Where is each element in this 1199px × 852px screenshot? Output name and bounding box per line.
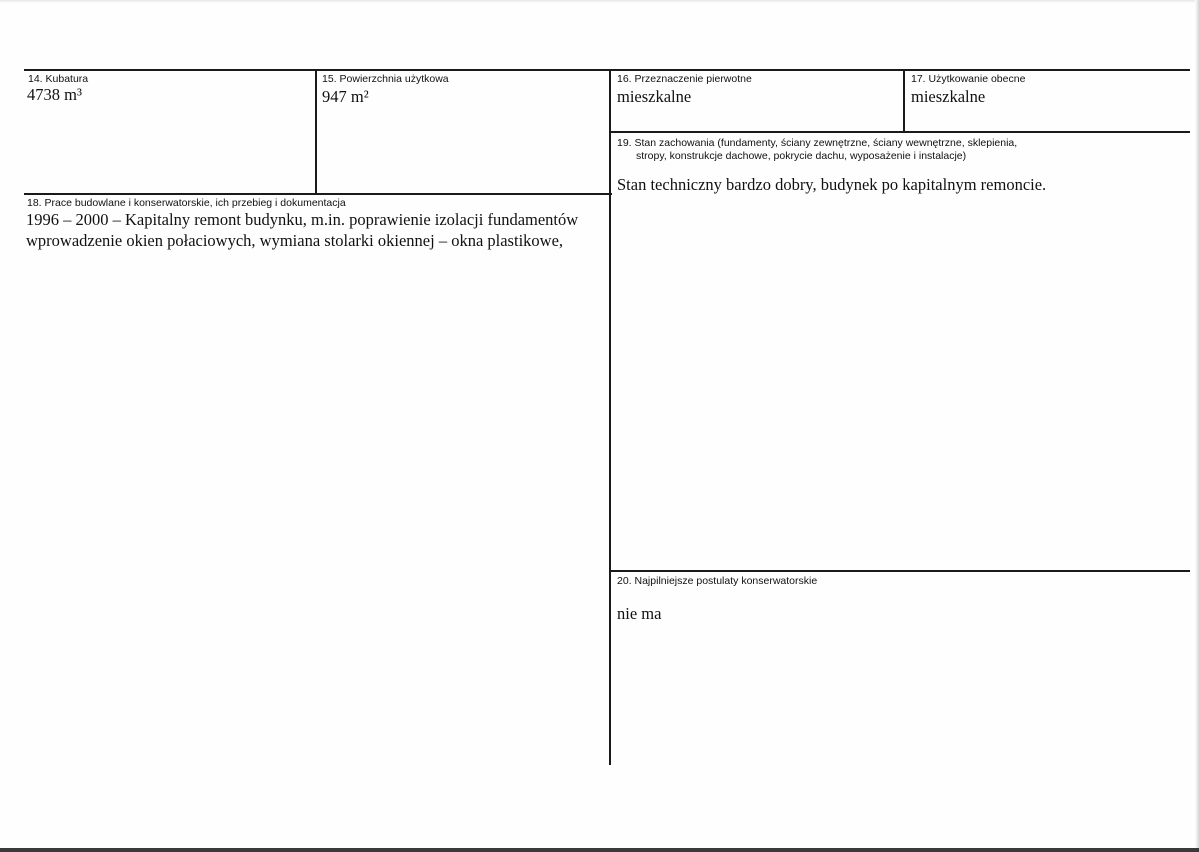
field-14-value: 4738 m³	[27, 85, 82, 104]
scan-edge-bottom	[0, 848, 1199, 852]
scan-edge-right	[1195, 0, 1199, 852]
field-15-value: 947 m²	[322, 87, 369, 106]
top-rule	[24, 69, 1190, 71]
field-15-label: 15. Powierzchnia użytkowa	[322, 73, 449, 85]
field-17-label: 17. Użytkowanie obecne	[911, 73, 1026, 85]
field-16-value: mieszkalne	[617, 87, 692, 106]
field-17-value: mieszkalne	[911, 87, 986, 106]
field-14-label: 14. Kubatura	[28, 73, 89, 85]
rule-below-16-17	[610, 131, 1190, 133]
field-16-label: 16. Przeznaczenie pierwotne	[617, 73, 752, 85]
rule-above-20	[610, 570, 1190, 572]
field-20-label: 20. Najpilniejsze postulaty konserwatorskie	[617, 575, 818, 587]
divider-14-15	[315, 69, 317, 195]
field-19-label-line-2: stropy, konstrukcje dachowe, pokrycie dachu, wyposażenie i instalacje)	[636, 150, 967, 162]
field-19-value: Stan techniczny bardzo dobry, budynek po kapitalnym remoncie.	[617, 175, 1047, 194]
scan-edge-top	[0, 0, 1199, 3]
field-18-label: 18. Prace budowlane i konserwatorskie, ich przebieg i dokumentacja	[27, 197, 346, 209]
field-18-line-1: 1996 – 2000 – Kapitalny remont budynku, m.in. poprawienie izolacji fundamentów	[26, 210, 579, 229]
rule-above-18	[24, 193, 612, 195]
field-20-value: nie ma	[617, 604, 662, 623]
center-divider	[609, 69, 611, 765]
field-18-line-2: wprowadzenie okien połaciowych, wymiana stolarki okiennej – okna plastikowe,	[26, 231, 564, 250]
field-19-label-line-1: 19. Stan zachowania (fundamenty, ściany zewnętrzne, ściany wewnętrzne, sklepienia,	[617, 137, 1018, 149]
divider-16-17	[903, 69, 905, 133]
